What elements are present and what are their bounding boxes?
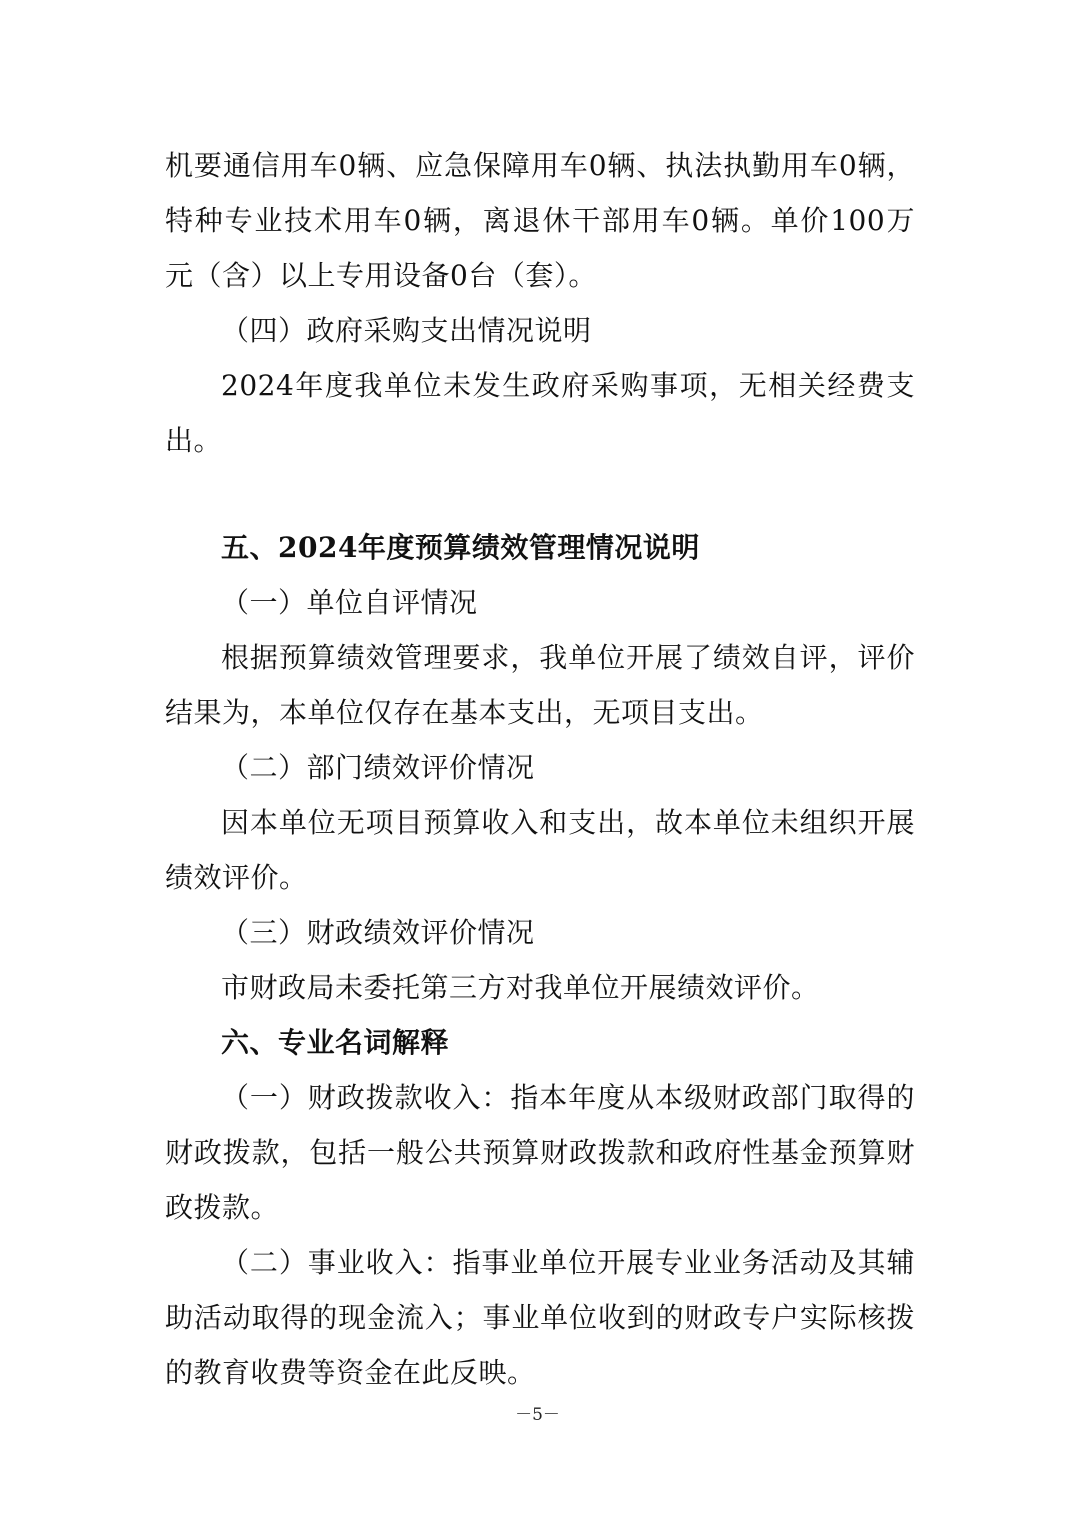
- body-line: 政拨款。: [165, 1191, 280, 1224]
- body-line: 助活动取得的现金流入；事业单位收到的财政专户实际核拨: [165, 1301, 915, 1334]
- page-number: －5－: [515, 1405, 560, 1425]
- section-heading-terminology: 六、专业名词解释: [221, 1026, 450, 1059]
- body-line: 因本单位无项目预算收入和支出，故本单位未组织开展: [221, 806, 915, 839]
- body-line: 绩效评价。: [165, 861, 308, 894]
- body-line: 财政拨款，包括一般公共预算财政拨款和政府性基金预算财: [165, 1136, 915, 1169]
- section-spacer: [165, 468, 915, 520]
- subsection-heading-finance-evaluation: （三）财政绩效评价情况: [221, 916, 535, 949]
- subsection-heading-department-evaluation: （二）部门绩效评价情况: [221, 751, 535, 784]
- body-line: 2024年度我单位未发生政府采购事项，无相关经费支: [221, 369, 915, 402]
- body-line: 特种专业技术用车0辆，离退休干部用车0辆。单价100万: [165, 204, 915, 237]
- body-line: 结果为，本单位仅存在基本支出，无项目支出。: [165, 696, 764, 729]
- body-line: 根据预算绩效管理要求，我单位开展了绩效自评，评价: [221, 641, 915, 674]
- body-line: 机要通信用车0辆、应急保障用车0辆、执法执勤用车0辆，: [165, 149, 915, 182]
- term-definition-business-income: （二）事业收入：指事业单位开展专业业务活动及其辅: [221, 1246, 915, 1279]
- section-heading-performance-management: 五、2024年度预算绩效管理情况说明: [221, 531, 700, 564]
- body-line: 元（含）以上专用设备0台（套）。: [165, 259, 597, 292]
- document-body: [165, 138, 915, 1400]
- term-definition-fiscal-appropriation: （一）财政拨款收入：指本年度从本级财政部门取得的: [221, 1081, 915, 1114]
- body-line: 市财政局未委托第三方对我单位开展绩效评价。: [221, 971, 820, 1004]
- section-heading-government-procurement: （四）政府采购支出情况说明: [221, 314, 592, 347]
- body-line: 出。: [165, 424, 223, 457]
- body-line: 的教育收费等资金在此反映。: [165, 1356, 536, 1389]
- subsection-heading-self-evaluation: （一）单位自评情况: [221, 586, 478, 619]
